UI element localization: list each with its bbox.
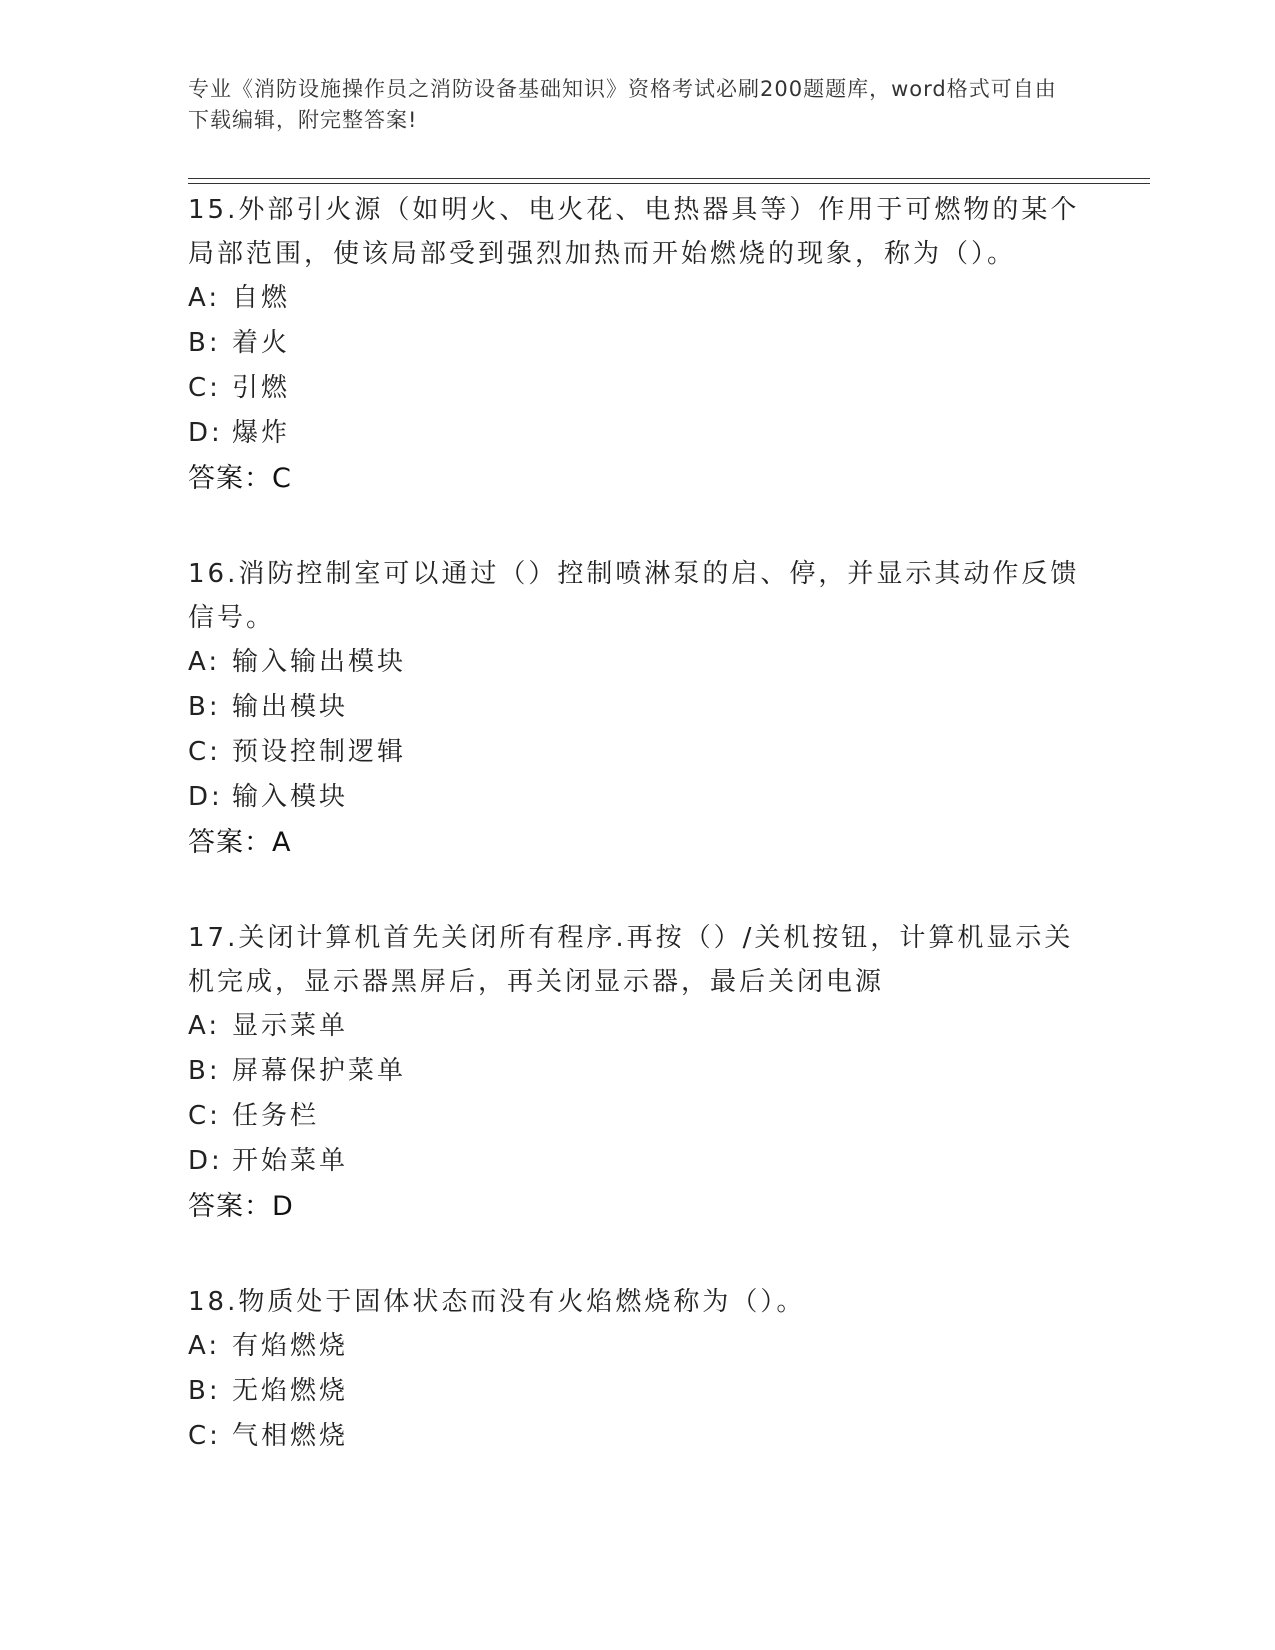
option-d bbox=[188, 1139, 1088, 1184]
question-stem: 16.消防控制室可以通过（）控制喷淋泵的启、停，并显示其动作反馈信号。 bbox=[188, 559, 1080, 633]
option-text: 预设控制逻辑 bbox=[232, 737, 407, 767]
header-divider-bottom bbox=[188, 183, 1150, 184]
option-a bbox=[188, 1324, 1088, 1369]
question-stem: 18.物质处于固体状态而没有火焰燃烧称为（）。 bbox=[188, 1287, 806, 1317]
option-d bbox=[188, 775, 1088, 820]
option-letter: A: bbox=[188, 1331, 221, 1361]
question-16 bbox=[188, 552, 1088, 866]
question-17 bbox=[188, 916, 1088, 1230]
option-text: 无焰燃烧 bbox=[232, 1376, 349, 1406]
option-text: 爆炸 bbox=[232, 418, 291, 448]
option-text: 自燃 bbox=[232, 283, 291, 313]
option-text: 显示菜单 bbox=[232, 1011, 349, 1041]
option-b bbox=[188, 1369, 1088, 1414]
option-text: 开始菜单 bbox=[232, 1146, 349, 1176]
option-a bbox=[188, 640, 1088, 685]
option-letter: C: bbox=[188, 1421, 221, 1451]
question-18 bbox=[188, 1280, 1088, 1459]
option-c bbox=[188, 730, 1088, 775]
option-letter: C: bbox=[188, 1101, 221, 1131]
question-stem: 15.外部引火源（如明火、电火花、电热器具等）作用于可燃物的某个局部范围，使该局部受到强烈加热而开始燃烧的现象，称为（）。 bbox=[188, 195, 1080, 269]
option-b bbox=[188, 321, 1088, 366]
option-letter: D: bbox=[188, 418, 223, 448]
option-d bbox=[188, 411, 1088, 456]
option-letter: A: bbox=[188, 283, 221, 313]
option-a bbox=[188, 1004, 1088, 1049]
option-b bbox=[188, 685, 1088, 730]
option-c bbox=[188, 1414, 1088, 1459]
option-letter: D: bbox=[188, 782, 223, 812]
option-c bbox=[188, 1094, 1088, 1139]
question-15 bbox=[188, 188, 1088, 502]
option-letter: A: bbox=[188, 647, 221, 677]
option-letter: D: bbox=[188, 1146, 223, 1176]
option-text: 任务栏 bbox=[232, 1101, 320, 1131]
option-text: 有焰燃烧 bbox=[232, 1331, 349, 1361]
option-text: 输出模块 bbox=[232, 692, 349, 722]
option-letter: B: bbox=[188, 692, 221, 722]
document-header: 专业《消防设施操作员之消防设备基础知识》资格考试必刷200题题库，word格式可自由下载编辑，附完整答案! bbox=[188, 77, 1057, 132]
option-letter: B: bbox=[188, 328, 221, 358]
question-stem: 17.关闭计算机首先关闭所有程序.再按（）/关机按钮，计算机显示关机完成，显示器黑屏后，再关闭显示器，最后关闭电源 bbox=[188, 923, 1074, 997]
option-a bbox=[188, 276, 1088, 321]
option-letter: C: bbox=[188, 373, 221, 403]
option-letter: C: bbox=[188, 737, 221, 767]
option-b bbox=[188, 1049, 1088, 1094]
option-text: 屏幕保护菜单 bbox=[232, 1056, 407, 1086]
option-text: 着火 bbox=[232, 328, 291, 358]
header-divider-top bbox=[188, 178, 1150, 179]
option-text: 输入模块 bbox=[232, 782, 349, 812]
answer-line: 答案：D bbox=[188, 1191, 294, 1222]
option-letter: B: bbox=[188, 1056, 221, 1086]
answer-line: 答案：C bbox=[188, 463, 292, 494]
option-text: 气相燃烧 bbox=[232, 1421, 349, 1451]
option-text: 输入输出模块 bbox=[232, 647, 407, 677]
option-c bbox=[188, 366, 1088, 411]
option-letter: A: bbox=[188, 1011, 221, 1041]
option-text: 引燃 bbox=[232, 373, 291, 403]
answer-line: 答案：A bbox=[188, 827, 292, 858]
option-letter: B: bbox=[188, 1376, 221, 1406]
